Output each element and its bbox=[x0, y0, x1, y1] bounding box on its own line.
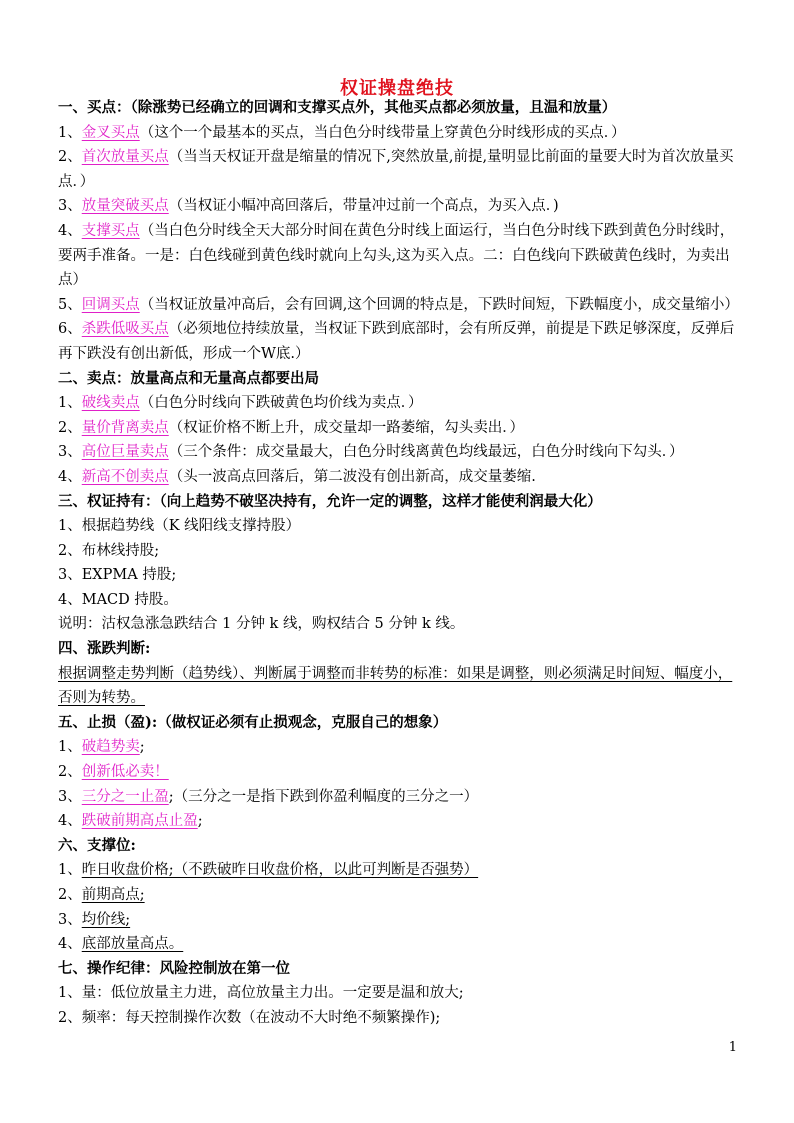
link-pullback-buy[interactable]: 回调买点 bbox=[81, 296, 140, 313]
item-number: 2、 bbox=[58, 149, 82, 166]
item-number: 4、 bbox=[58, 222, 82, 239]
section-4-text bbox=[58, 662, 740, 711]
section-3-note: 说明：沽权急涨急跌结合 1 分钟 k 线，购权结合 5 分钟 k 线。 bbox=[58, 616, 465, 633]
page-title: 权证操盘绝技 bbox=[340, 78, 454, 99]
link-no-new-high-sell[interactable]: 新高不创卖点 bbox=[81, 468, 169, 485]
item-number: 1、 bbox=[58, 124, 82, 141]
item-number: 6、 bbox=[58, 321, 82, 338]
item-text: （权证价格不断上升，成交量却一路萎缩，勾头卖出．） bbox=[168, 419, 524, 436]
item-text: 前期高点; bbox=[81, 887, 145, 903]
section-3-item: 3、EXPMA 持股; bbox=[58, 567, 177, 584]
page-number: 1 bbox=[728, 1040, 737, 1055]
item-number: 1、 bbox=[58, 739, 82, 756]
link-break-trend-sell[interactable]: 破趋势卖 bbox=[81, 739, 140, 756]
section-1-heading: 一、买点：（除涨势已经确立的回调和支撑买点外，其他买点都必须放量，且温和放量） bbox=[58, 99, 617, 116]
item-text: ;（三分之一是指下跌到你盈利幅度的三分之一） bbox=[168, 788, 479, 805]
item-text: （当当天权证开盘是缩量的情况下,突然放量,前提,量明显比前面的量要大时为首次放量买点．） bbox=[58, 149, 734, 190]
item-text: （这个一个最基本的买点，当白色分时线带量上穿黄色分时线形成的买点．） bbox=[139, 124, 626, 141]
item-text: （白色分时线向下跌破黄色均价线为卖点．） bbox=[139, 395, 423, 412]
section-1-item bbox=[58, 317, 740, 366]
document-body bbox=[58, 96, 740, 1031]
section-5-item bbox=[58, 785, 740, 810]
section-2-item bbox=[58, 391, 740, 416]
item-text: （三个条件：成交量最大，白色分时线离黄色均线最远，白色分时线向下勾头．） bbox=[168, 444, 684, 461]
section-2-heading: 二、卖点：放量高点和无量高点都要出局 bbox=[58, 369, 319, 387]
item-text: 均价线; bbox=[81, 911, 131, 928]
section-6-item bbox=[58, 883, 740, 908]
item-number: 1、 bbox=[58, 395, 82, 412]
link-divergence-sell[interactable]: 量价背离卖点 bbox=[81, 419, 169, 436]
section-6-heading: 六、支撑位: bbox=[58, 836, 136, 854]
section-2-item bbox=[58, 416, 740, 441]
item-number: 5、 bbox=[58, 296, 82, 313]
item-number: 4、 bbox=[58, 936, 82, 953]
section-1-item bbox=[58, 293, 740, 318]
item-text: 昨日收盘价格;（不跌破昨日收盘价格，以此可判断是否强势） bbox=[81, 862, 479, 879]
section-1-item bbox=[58, 145, 740, 194]
item-text: （当白色分时线全天大部分时间在黄色分时线上面运行，当白色分时线下跌到黄色分时线时，要两手准备。一是：白色线碰到黄色线时就向上勾头,这为买入点。二：白色线向下跌破黄色线时，为卖出点） bbox=[58, 222, 735, 289]
item-number: 3、 bbox=[58, 788, 82, 805]
section-5-heading: 五、止损（盈):（做权证必须有止损观念，克服自己的想象） bbox=[58, 713, 448, 731]
section-3-item: 4、MACD 持股。 bbox=[58, 591, 178, 608]
item-number: 2、 bbox=[58, 887, 82, 903]
item-number: 3、 bbox=[58, 198, 82, 215]
item-text: （头一波高点回落后，第二波没有创出新高，成交量萎缩. bbox=[168, 468, 536, 485]
section-1-item bbox=[58, 219, 740, 293]
item-text: （当权证小幅冲高回落后，带量冲过前一个高点，为买入点．) bbox=[168, 198, 559, 215]
section-4-underlined-text: 根据调整走势判断（趋势线）、判断属于调整而非转势的标准：如果是调整，则必须满足时间短、幅度小，否则为转势。 bbox=[58, 665, 733, 707]
link-break-prior-high-take-profit[interactable]: 跌破前期高点止盈 bbox=[81, 813, 198, 830]
section-7-item: 2、频率：每天控制操作次数（在波动不大时绝不频繁操作); bbox=[58, 1009, 441, 1026]
item-number: 4、 bbox=[58, 813, 82, 830]
item-number: 2、 bbox=[58, 764, 82, 781]
link-dip-buy[interactable]: 杀跌低吸买点 bbox=[81, 321, 169, 338]
link-high-volume-sell[interactable]: 高位巨量卖点 bbox=[81, 444, 169, 461]
section-1-item bbox=[58, 121, 740, 146]
section-3-item: 2、布林线持股; bbox=[58, 542, 160, 559]
section-5-item bbox=[58, 735, 740, 760]
item-number: 1、 bbox=[58, 862, 82, 879]
section-6-item bbox=[58, 908, 740, 933]
section-6-item bbox=[58, 858, 740, 883]
item-number: 2、 bbox=[58, 419, 82, 436]
item-number: 4、 bbox=[58, 468, 82, 485]
item-text: ; bbox=[197, 813, 203, 830]
section-6-item bbox=[58, 932, 740, 957]
link-breakout-buy[interactable]: 放量突破买点 bbox=[81, 198, 169, 215]
item-text: 底部放量高点。 bbox=[81, 936, 184, 953]
section-3-heading: 三、权证持有：（向上趋势不破坚决持有，允许一定的调整，这样才能使利润最大化） bbox=[58, 492, 602, 510]
section-7-heading: 七、操作纪律：风险控制放在第一位 bbox=[58, 959, 290, 977]
item-number: 3、 bbox=[58, 444, 82, 461]
section-3-item: 1、根据趋势线（K 线阳线支撑持股） bbox=[58, 518, 301, 535]
link-break-line-sell[interactable]: 破线卖点 bbox=[81, 395, 140, 412]
section-5-item bbox=[58, 809, 740, 834]
section-7-item: 1、量：低位放量主力进，高位放量主力出。一定要是温和放大; bbox=[58, 985, 464, 1002]
link-golden-cross-buy[interactable]: 金叉买点 bbox=[81, 124, 140, 141]
section-1-item bbox=[58, 194, 740, 219]
section-2-item bbox=[58, 440, 740, 465]
link-new-low-sell[interactable]: 创新低必卖！ bbox=[81, 764, 169, 781]
link-first-volume-buy[interactable]: 首次放量买点 bbox=[81, 149, 169, 166]
section-2-item bbox=[58, 465, 740, 490]
item-number: 3、 bbox=[58, 911, 82, 928]
section-4-heading: 四、涨跌判断: bbox=[58, 640, 151, 658]
link-support-buy[interactable]: 支撑买点 bbox=[81, 222, 140, 239]
item-text: （必须地位持续放量，当权证下跌到底部时，会有所反弹，前提是下跌足够深度，反弹后再下跌没有创出新低，形成一个W底.） bbox=[58, 321, 735, 362]
item-text: （当权证放量冲高后，会有回调,这个回调的特点是，下跌时间短，下跌幅度小，成交量缩小） bbox=[139, 296, 739, 313]
link-one-third-take-profit[interactable]: 三分之一止盈 bbox=[81, 788, 169, 805]
section-5-item bbox=[58, 760, 740, 785]
item-text: ; bbox=[139, 739, 145, 756]
